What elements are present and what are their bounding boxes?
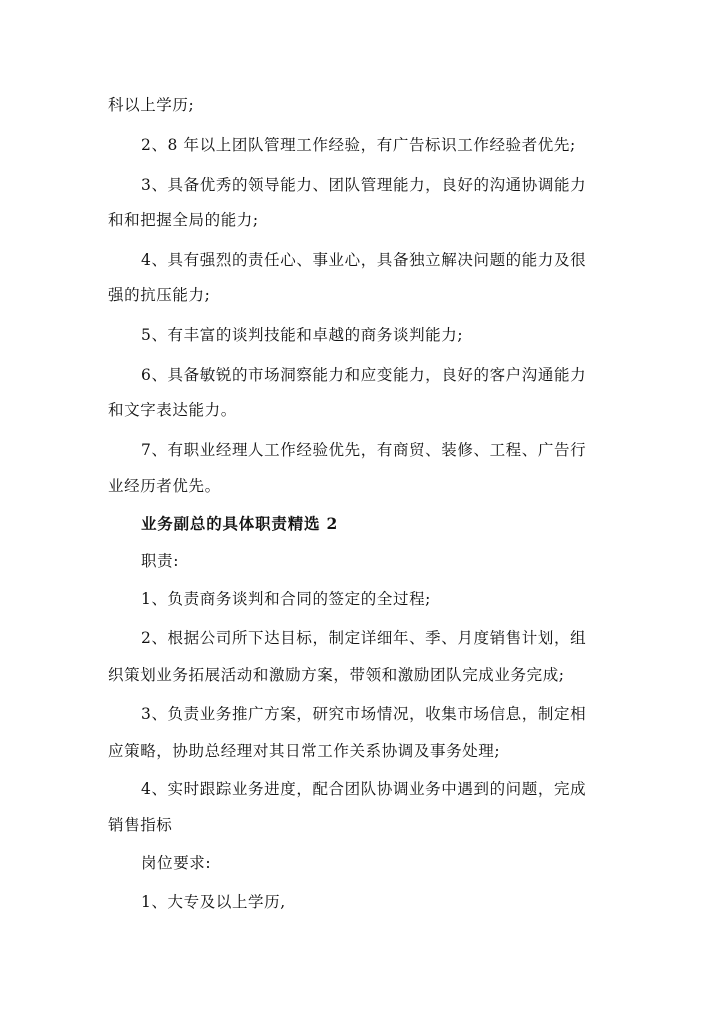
text-line: 3、具备优秀的领导能力、团队管理能力，良好的沟通协调能力 (141, 176, 587, 194)
text-line: 1、大专及以上学历, (141, 893, 286, 911)
text-line: 销售指标 (108, 816, 173, 834)
text-line: 5、有丰富的谈判技能和卓越的商务谈判能力; (141, 326, 464, 344)
text-line: 岗位要求: (141, 854, 212, 872)
text-line: 业经历者优先。 (108, 477, 221, 495)
text-line: 织策划业务拓展活动和激励方案，带领和激励团队完成业务完成; (108, 666, 565, 684)
text-line: 职责: (141, 552, 180, 570)
text-line: 强的抗压能力; (108, 286, 211, 304)
text-line: 4、具有强烈的责任心、事业心，具备独立解决问题的能力及很 (141, 251, 587, 269)
text-line: 6、具备敏锐的市场洞察能力和应变能力，良好的客户沟通能力 (141, 366, 587, 384)
text-line: 1、负责商务谈判和合同的签定的全过程; (141, 590, 431, 608)
text-line: 7、有职业经理人工作经验优先，有商贸、装修、工程、广告行 (141, 441, 587, 459)
text-line: 2、根据公司所下达目标，制定详细年、季、月度销售计划，组 (141, 629, 587, 647)
text-line: 科以上学历; (108, 96, 195, 114)
text-line: 和文字表达能力。 (108, 401, 237, 419)
text-line: 2、8 年以上团队管理工作经验，有广告标识工作经验者优先; (141, 136, 576, 154)
text-line: 应策略，协助总经理对其日常工作关系协调及事务处理; (108, 742, 501, 760)
section-heading: 业务副总的具体职责精选 2 (141, 514, 339, 533)
text-line: 和和把握全局的能力; (108, 211, 259, 229)
text-line: 3、负责业务推广方案，研究市场情况，收集市场信息，制定相 (141, 705, 587, 723)
text-line: 4、实时跟踪业务进度，配合团队协调业务中遇到的问题，完成 (141, 780, 587, 798)
